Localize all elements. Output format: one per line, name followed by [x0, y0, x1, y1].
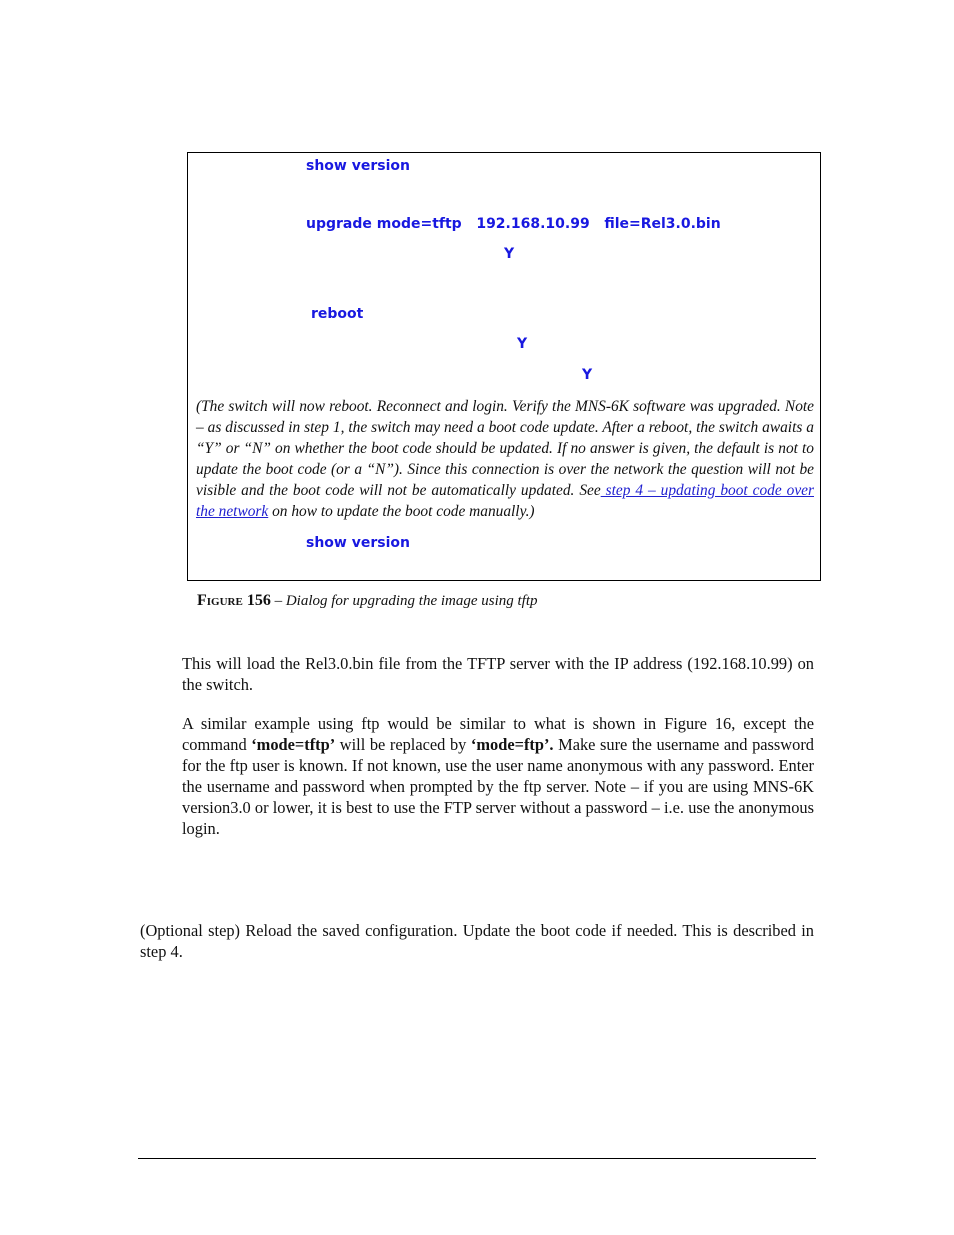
- command-upgrade: upgrade mode=tftp 192.168.10.99 file=Rel3.0.bin: [306, 216, 721, 232]
- dialog-note: [196, 396, 814, 522]
- footer-rule: [138, 1158, 816, 1159]
- paragraph-text: Make sure the username and password for the ftp user is known. If not known, use the user name anonymous with any password. Enter the username and password when prompted by the ftp server. Note – if you are using MNS-6K version3.0 or lower, it is best to use the FTP server without a password – i.e. use the anonymous login.: [182, 735, 814, 838]
- caption-text: – Dialog for upgrading the image using tftp: [270, 593, 538, 609]
- note-text: (The switch will now reboot. Reconnect and login. Verify the MNS-6K software was upgraded. Note – as discussed in step 1, the switch may need a boot code update. After a reboot, the switch awaits a “Y” or “N” on whether the boot code should be updated. If no answer is given, the default is not to update the boot code (or a “N”). Since this connection is over the network the question will not be visible and the boot code will not be automatically updated. See: [196, 398, 814, 499]
- command-show-version: show version: [306, 535, 410, 551]
- command-confirm-y: Y: [504, 246, 515, 262]
- command-show-version: show version: [306, 158, 410, 174]
- paragraph-text: A similar example using ftp would be similar to what is shown in Figure 16, except the command: [182, 714, 814, 754]
- mode-ftp-term: ‘mode=ftp’.: [470, 735, 554, 754]
- paragraph-text: will be replaced by: [335, 735, 471, 754]
- paragraph-ftp-example: [182, 713, 814, 839]
- paragraph-optional-step: (Optional step) Reload the saved configuration. Update the boot code if needed. This is described in step 4.: [140, 921, 814, 961]
- note-text-end: on how to update the boot code manually.): [268, 503, 535, 520]
- step-4-link[interactable]: step 4 – updating boot code over the network: [196, 482, 814, 520]
- command-reboot: reboot: [311, 306, 364, 322]
- figure-label: Figure 156: [197, 592, 271, 609]
- paragraph-tftp-load: This will load the Rel3.0.bin file from the TFTP server with the IP address (192.168.10.99) on the switch.: [182, 654, 814, 694]
- mode-tftp-term: ‘mode=tftp’: [251, 735, 336, 754]
- command-confirm-y: Y: [582, 367, 593, 383]
- figure-caption: [197, 592, 538, 610]
- command-confirm-y: Y: [517, 336, 528, 352]
